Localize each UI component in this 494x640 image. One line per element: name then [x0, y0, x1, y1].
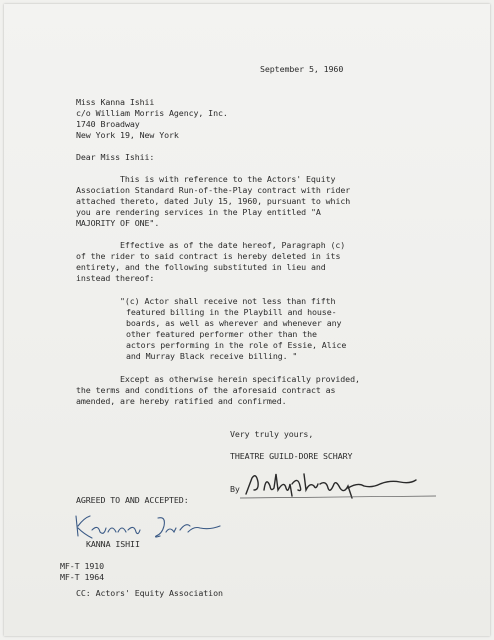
- signee-name: KANNA ISHII: [86, 539, 140, 549]
- paragraph-1-line: This is with reference to the Actors' Equity: [120, 174, 336, 184]
- recipient-signature: [70, 512, 240, 542]
- paragraph-3-line: amended, are hereby ratified and confirmed.: [76, 396, 287, 406]
- company-signature: [240, 468, 440, 504]
- closing: Very truly yours,: [230, 429, 314, 439]
- paragraph-1-line: MAJORITY OF ONE".: [76, 218, 160, 228]
- paragraph-2-line: instead thereof:: [76, 273, 155, 283]
- salutation: Dear Miss Ishii:: [76, 152, 155, 162]
- paragraph-2-line: entirety, and the following substituted in lieu and: [76, 262, 326, 272]
- quote-line: boards, as well as wherever and whenever any: [126, 318, 342, 328]
- paragraph-1-line: Association Standard Run-of-the-Play contract with rider: [76, 185, 351, 195]
- paragraph-1-line: attached thereto, dated July 15, 1960, pursuant to which: [76, 196, 351, 206]
- paragraph-1-line: you are rendering services in the Play entitled "A: [76, 207, 321, 217]
- quote-line: and Murray Black receive billing. ": [126, 351, 298, 361]
- quote-line: "(c) Actor shall receive not less than fifth: [120, 296, 336, 306]
- letter-date: September 5, 1960: [260, 64, 344, 74]
- company-name: THEATRE GUILD-DORE SCHARY: [230, 451, 353, 461]
- quote-line: actors performing in the role of Essie, Alice: [126, 340, 347, 350]
- paragraph-2-line: of the rider to said contract is hereby deleted in its: [76, 251, 341, 261]
- letter-page: [4, 4, 490, 636]
- recipient-street: 1740 Broadway: [76, 119, 140, 129]
- paragraph-3-line: the terms and conditions of the aforesaid contract as: [76, 385, 336, 395]
- paragraph-2-line: Effective as of the date hereof, Paragraph (c): [120, 240, 346, 250]
- cc-line: CC: Actors' Equity Association: [76, 588, 223, 598]
- quote-line: other featured performer other than the: [126, 329, 317, 339]
- paragraph-3-line: Except as otherwise herein specifically provided,: [120, 374, 360, 384]
- agreed-label: AGREED TO AND ACCEPTED:: [76, 495, 189, 505]
- by-label: By: [230, 484, 240, 494]
- recipient-city: New York 19, New York: [76, 130, 179, 140]
- recipient-name: Miss Kanna Ishii: [76, 97, 155, 107]
- recipient-agency: c/o William Morris Agency, Inc.: [76, 108, 228, 118]
- reference-1: MF-T 1910: [60, 561, 105, 571]
- reference-2: MF-T 1964: [60, 572, 105, 582]
- quote-line: featured billing in the Playbill and house-: [126, 307, 337, 317]
